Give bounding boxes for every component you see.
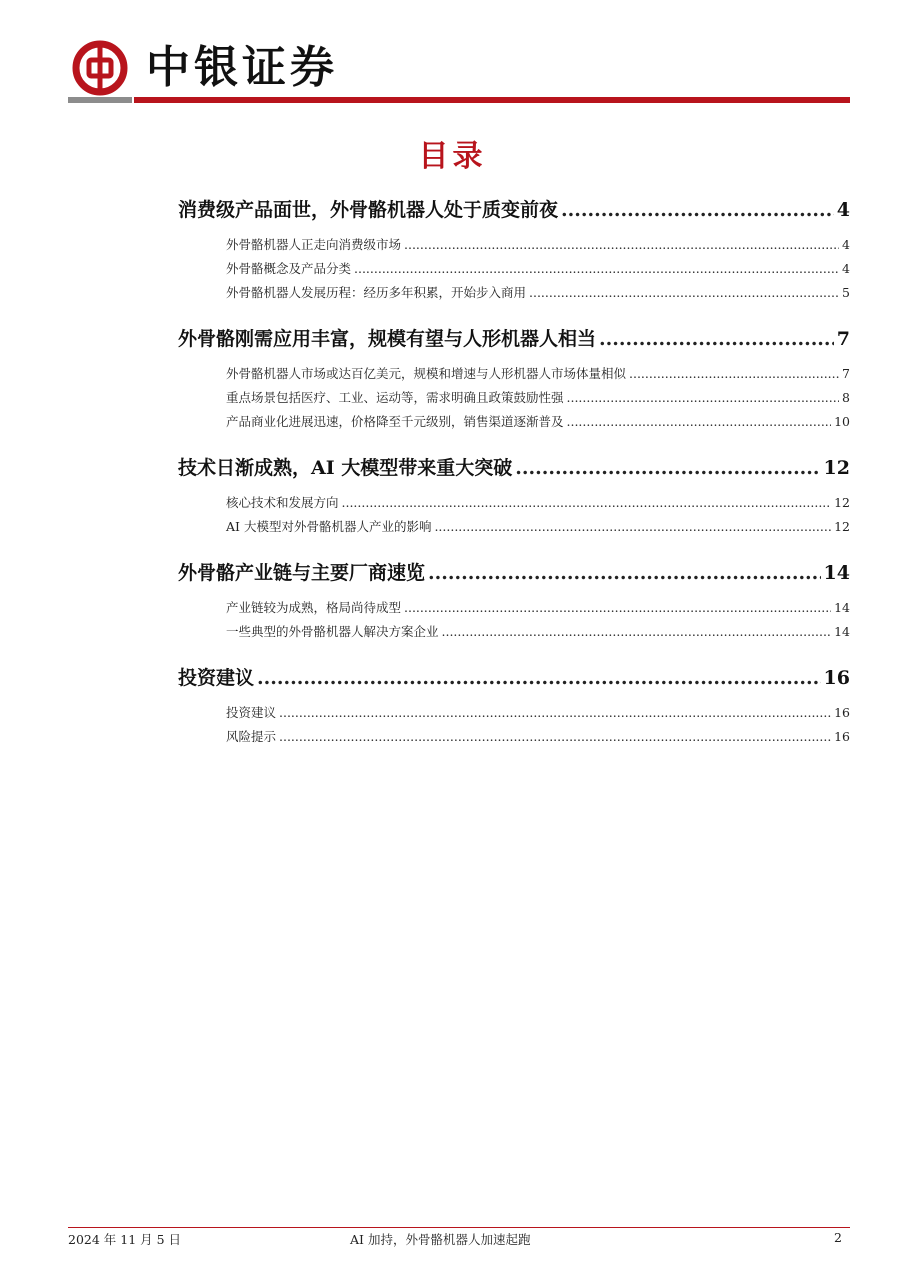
toc-subsection-list (178, 491, 850, 539)
footer-page-number: 2 (834, 1230, 842, 1245)
header-divider-gray (68, 97, 132, 103)
toc-section-title: 消费级产品面世，外骨骼机器人处于质变前夜 (178, 199, 559, 221)
toc-page-number: 5 (842, 285, 850, 300)
toc-leader-dots (442, 620, 832, 644)
toc-page-number: 12 (834, 519, 850, 534)
toc-page-number: 4 (842, 237, 850, 252)
toc-subsection[interactable] (178, 410, 850, 434)
toc-page-number: 14 (834, 624, 850, 639)
toc-subsection-list (178, 596, 850, 644)
toc-subsection-title: 外骨骼概念及产品分类 (226, 261, 352, 276)
toc-leader-dots (404, 233, 839, 257)
toc-page-number: 14 (834, 600, 850, 615)
brand-name: 中银证券 (146, 42, 338, 93)
toc-page-number: 16 (834, 705, 850, 720)
toc-leader-dots (529, 281, 839, 305)
toc-section-title: 外骨骼刚需应用丰富，规模有望与人形机器人相当 (178, 328, 597, 350)
toc-subsection[interactable] (178, 281, 850, 305)
toc-leader-dots (404, 596, 831, 620)
toc-subsection-list (178, 233, 850, 305)
toc-section-title: 外骨骼产业链与主要厂商速览 (178, 562, 426, 584)
toc-page-number: 7 (836, 328, 850, 350)
bank-of-china-logo-icon (72, 40, 128, 96)
toc-leader-dots (561, 195, 834, 225)
toc-leader-dots (629, 362, 839, 386)
toc-subsection-list (178, 701, 850, 749)
toc-page-number: 16 (823, 667, 850, 689)
toc-section-4[interactable] (178, 558, 850, 588)
toc-subsection-title: 投资建议 (226, 705, 277, 720)
toc-leader-dots (599, 324, 834, 354)
toc-section-5[interactable] (178, 663, 850, 693)
toc-section-title: 投资建议 (178, 667, 255, 689)
toc-leader-dots (342, 491, 832, 515)
toc-leader-dots (354, 257, 839, 281)
toc-page-number: 4 (842, 261, 850, 276)
toc-subsection-title: 外骨骼机器人发展历程：经历多年积累，开始步入商用 (226, 285, 527, 300)
toc-subsection[interactable] (178, 596, 850, 620)
toc-leader-dots (515, 453, 820, 483)
toc-section-title: 技术日渐成熟，AI 大模型带来重大突破 (178, 457, 513, 479)
toc-subsection-title: 一些典型的外骨骼机器人解决方案企业 (226, 624, 439, 639)
toc-leader-dots (428, 558, 821, 588)
toc-subsection[interactable] (178, 701, 850, 725)
page-footer (68, 1230, 850, 1250)
toc-subsection-title: AI 大模型对外骨骼机器人产业的影响 (226, 519, 432, 534)
toc-page-number: 7 (842, 366, 850, 381)
toc-subsection-title: 产品商业化进展迅速，价格降至千元级别，销售渠道逐渐普及 (226, 414, 564, 429)
header-divider-red (134, 97, 850, 103)
toc-page-number: 4 (836, 199, 850, 221)
toc-subsection-list (178, 362, 850, 434)
toc-subsection-title: 重点场景包括医疗、工业、运动等，需求明确且政策鼓励性强 (226, 390, 564, 405)
toc-subsection[interactable] (178, 515, 850, 539)
toc-page-number: 14 (823, 562, 850, 584)
table-of-contents (178, 195, 850, 768)
toc-title: 目录 (418, 139, 487, 174)
toc-subsection[interactable] (178, 386, 850, 410)
toc-leader-dots (257, 663, 821, 693)
toc-subsection-title: 外骨骼机器人市场或达百亿美元，规模和增速与人形机器人市场体量相似 (226, 366, 627, 381)
toc-page-number: 10 (834, 414, 850, 429)
footer-date: 2024 年 11 月 5 日 (68, 1232, 182, 1247)
toc-leader-dots (567, 410, 832, 434)
toc-page-number: 12 (823, 457, 850, 479)
toc-subsection[interactable] (178, 620, 850, 644)
toc-page-number: 16 (834, 729, 850, 744)
footer-report-title: AI 加持，外骨骼机器人加速起跑 (350, 1232, 531, 1247)
toc-section-3[interactable] (178, 453, 850, 483)
toc-subsection-title: 产业链较为成熟，格局尚待成型 (226, 600, 402, 615)
toc-section-1[interactable] (178, 195, 850, 225)
toc-page-number: 12 (834, 495, 850, 510)
toc-leader-dots (279, 725, 831, 749)
toc-subsection[interactable] (178, 257, 850, 281)
page-header (68, 36, 850, 106)
toc-leader-dots (434, 515, 831, 539)
toc-subsection-title: 核心技术和发展方向 (226, 495, 339, 510)
toc-subsection[interactable] (178, 362, 850, 386)
toc-page-number: 8 (842, 390, 850, 405)
toc-subsection-title: 风险提示 (226, 729, 277, 744)
toc-subsection[interactable] (178, 491, 850, 515)
toc-section-2[interactable] (178, 324, 850, 354)
toc-leader-dots (567, 386, 840, 410)
footer-divider (68, 1227, 850, 1228)
toc-subsection[interactable] (178, 725, 850, 749)
toc-subsection-title: 外骨骼机器人正走向消费级市场 (226, 237, 402, 252)
toc-subsection[interactable] (178, 233, 850, 257)
toc-leader-dots (279, 701, 831, 725)
